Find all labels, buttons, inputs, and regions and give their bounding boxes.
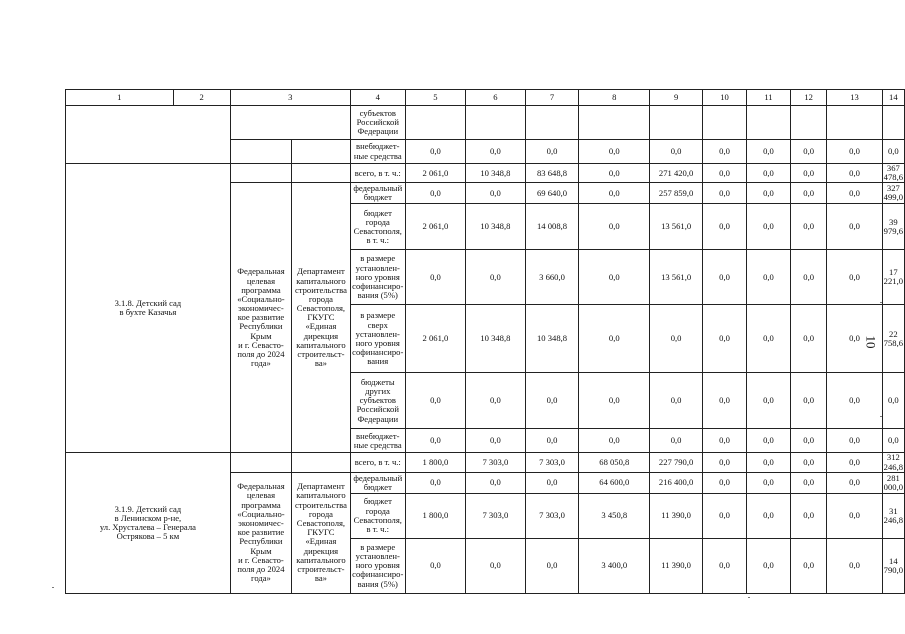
header-cell: 11	[747, 90, 791, 106]
value-cell: 0,0	[827, 250, 882, 305]
value-cell: 7 303,0	[466, 493, 525, 538]
value-cell: 0,0	[579, 183, 650, 204]
value-cell: 0,0	[466, 140, 525, 164]
value-cell: 281 000,0	[883, 472, 904, 492]
value-cell	[882, 106, 904, 140]
value-cell: 14 008,8	[525, 204, 579, 250]
value-cell: 0,0	[703, 472, 747, 493]
value-cell: 0,0	[827, 183, 882, 204]
value-cell: 0,0	[703, 140, 747, 164]
value-cell: 0,0	[747, 373, 791, 429]
value-cell: 68 050,8	[579, 453, 650, 472]
value-cell	[525, 106, 579, 140]
value-cell: 0,0	[790, 429, 826, 453]
value-cell: 0,0	[747, 164, 791, 183]
value-cell	[405, 106, 465, 140]
responsible-cell	[292, 453, 351, 472]
value-cell: 0,0	[466, 538, 525, 593]
value-cell: 14 790,0	[882, 538, 904, 593]
value-cell: 0,0	[827, 305, 882, 373]
value-cell: 0,0	[790, 453, 826, 472]
value-cell: 0,0	[466, 472, 525, 493]
source-cell: в размере установлен- ного уровня софинансиро- вания (5%)	[350, 250, 405, 305]
source-cell: всего, в т. ч.:	[350, 453, 405, 472]
header-cell: 3	[230, 90, 350, 106]
source-cell: бюджет города Севастополя, в т. ч.:	[350, 493, 405, 538]
value-cell: 0,0	[579, 250, 650, 305]
value-cell: 0,0	[747, 250, 791, 305]
responsible-cell: Департамент капитального строительства города Севастополя, ГКУГС «Единая дирекция капитального строительст- ва»	[292, 183, 351, 453]
value-cell: 0,0	[405, 183, 465, 204]
table-row	[66, 453, 905, 472]
value-cell: 0,0	[703, 538, 747, 593]
responsible-cell	[292, 164, 351, 183]
value-cell: 0,0	[703, 204, 747, 250]
value-cell: 0,0	[703, 250, 747, 305]
header-cell: 7	[525, 90, 579, 106]
financing-table	[65, 89, 905, 594]
source-cell: в размере сверх установлен- ного уровня софинансиро- вания	[350, 305, 405, 373]
header-cell: 10	[703, 90, 747, 106]
header-cell: 4	[350, 90, 405, 106]
value-cell: 64 600,0	[579, 472, 650, 493]
header-row	[66, 90, 905, 106]
value-cell: 0,0	[827, 373, 882, 429]
value-cell	[579, 106, 650, 140]
value-cell: 0,0	[650, 305, 703, 373]
value-cell	[703, 106, 747, 140]
value-cell: 0,0	[405, 538, 465, 593]
value-cell: 11 390,0	[650, 493, 703, 538]
value-cell: 0,0	[827, 164, 882, 183]
value-cell: 0,0	[790, 373, 826, 429]
header-cell: 9	[650, 90, 703, 106]
program-cell	[230, 140, 291, 164]
value-cell: 83 648,8	[525, 164, 579, 183]
value-cell: 0,0	[579, 140, 650, 164]
value-cell: 0,0	[747, 538, 791, 593]
value-cell: 13 561,0	[650, 250, 703, 305]
value-cell	[747, 106, 791, 140]
value-cell: 0,0	[882, 140, 904, 164]
source-cell: бюджет города Севастополя, в т. ч.:	[350, 204, 405, 250]
header-cell: 2	[173, 90, 230, 106]
program-cell	[230, 164, 291, 183]
source-cell: федеральный бюджет	[350, 183, 405, 204]
value-cell: 0,0	[525, 140, 579, 164]
source-cell: внебюджет- ные средства	[350, 429, 405, 453]
source-cell: в размере установлен- ного уровня софинансиро- вания (5%)	[350, 538, 405, 593]
value-cell: 0,0	[525, 373, 579, 429]
responsible-cell: Департамент капитального строительства города Севастополя, ГКУГС «Единая дирекция капитального строительст- ва»	[292, 472, 351, 593]
value-cell: 10 348,8	[466, 204, 525, 250]
value-cell: 0,0	[405, 140, 465, 164]
table-row	[66, 164, 905, 183]
value-cell: 0,0	[405, 472, 465, 493]
value-cell: 1 800,0	[405, 453, 465, 472]
value-cell: 0,0	[747, 183, 791, 204]
value-cell: 0,0	[525, 429, 579, 453]
value-cell: 0,0	[882, 373, 904, 429]
value-cell: 0,0	[827, 493, 882, 538]
source-cell: субъектов Российской Федерации	[350, 106, 405, 140]
value-cell: 0,0	[579, 305, 650, 373]
value-cell	[827, 106, 882, 140]
value-cell: 0,0	[747, 453, 791, 472]
value-cell: 0,0	[790, 250, 826, 305]
value-cell: 2 061,0	[405, 164, 465, 183]
value-cell: 0,0	[790, 493, 826, 538]
value-cell: 0,0	[703, 453, 747, 472]
value-cell: 367 478,6	[883, 163, 904, 183]
value-cell: 0,0	[703, 183, 747, 204]
value-cell: 0,0	[827, 429, 882, 453]
value-cell: 17 221,0	[882, 250, 904, 305]
value-cell: 0,0	[790, 164, 826, 183]
value-cell: 3 660,0	[525, 250, 579, 305]
value-cell: 0,0	[703, 373, 747, 429]
value-cell: 0,0	[703, 429, 747, 453]
value-cell: 0,0	[790, 305, 826, 373]
value-cell: 10 348,8	[466, 164, 525, 183]
value-cell: 0,0	[466, 373, 525, 429]
program-cell	[230, 453, 291, 472]
source-cell: бюджеты других субъектов Российской Федерации	[350, 373, 405, 429]
value-cell: 0,0	[882, 429, 904, 453]
header-cell: 6	[466, 90, 525, 106]
value-cell: 257 859,0	[650, 183, 703, 204]
value-cell: 0,0	[827, 204, 882, 250]
responsible-cell	[292, 140, 351, 164]
value-cell: 0,0	[466, 250, 525, 305]
value-cell: 7 303,0	[525, 453, 579, 472]
value-cell: 227 790,0	[650, 453, 703, 472]
value-cell: 0,0	[747, 493, 791, 538]
value-cell: 69 640,0	[525, 183, 579, 204]
value-cell: 0,0	[790, 183, 826, 204]
header-cell: 12	[790, 90, 826, 106]
value-cell: 271 420,0	[650, 164, 703, 183]
value-cell: 3 450,8	[579, 493, 650, 538]
value-cell: 10 348,8	[466, 305, 525, 373]
value-cell: 2 061,0	[405, 305, 465, 373]
value-cell: 0,0	[747, 429, 791, 453]
value-cell	[790, 106, 826, 140]
object-cell: 3.1.8. Детский сад в бухте Казачья	[66, 164, 231, 453]
value-cell: 0,0	[790, 472, 826, 493]
value-cell: 0,0	[650, 373, 703, 429]
value-cell: 0,0	[747, 472, 791, 493]
value-cell: 11 390,0	[650, 538, 703, 593]
value-cell: 0,0	[650, 429, 703, 453]
value-cell: 3 400,0	[579, 538, 650, 593]
value-cell: 0,0	[579, 373, 650, 429]
value-cell: 0,0	[579, 164, 650, 183]
value-cell: 7 303,0	[525, 493, 579, 538]
header-cell: 14	[882, 90, 904, 106]
value-cell: 0,0	[703, 305, 747, 373]
value-cell: 0,0	[405, 250, 465, 305]
value-cell: 0,0	[405, 429, 465, 453]
value-cell: 13 561,0	[650, 204, 703, 250]
value-cell: 7 303,0	[466, 453, 525, 472]
source-cell: внебюджет- ные средства	[350, 140, 405, 164]
value-cell: 0,0	[827, 538, 882, 593]
value-cell: 0,0	[579, 429, 650, 453]
value-cell: 327 499,0	[883, 183, 904, 203]
program-cell: Федеральная целевая программа «Социально- экономичес- кое развитие Республики Крым и г. Севасто- поля до 2024 года»	[230, 183, 291, 453]
value-cell: 0,0	[466, 183, 525, 204]
value-cell: 0,0	[747, 204, 791, 250]
page-number: 10	[863, 335, 879, 349]
value-cell: 39 979,6	[882, 204, 904, 250]
value-cell: 0,0	[790, 140, 826, 164]
value-cell: 0,0	[579, 204, 650, 250]
value-cell	[466, 106, 525, 140]
value-cell: 31 246,8	[882, 493, 904, 538]
value-cell: 0,0	[405, 373, 465, 429]
header-cell: 13	[827, 90, 882, 106]
object-cell: 3.1.9. Детский сад в Ленинском р-не, ул. Хрусталева – Генерала Острякова – 5 км	[66, 453, 231, 593]
value-cell: 0,0	[525, 472, 579, 493]
value-cell: 0,0	[466, 429, 525, 453]
value-cell: 216 400,0	[650, 472, 703, 493]
value-cell: 312 246,8	[883, 452, 904, 472]
value-cell: 0,0	[790, 538, 826, 593]
value-cell: 1 800,0	[405, 493, 465, 538]
value-cell: 0,0	[827, 472, 882, 493]
value-cell: 0,0	[650, 140, 703, 164]
value-cell: 0,0	[747, 140, 791, 164]
source-cell: всего, в т. ч.:	[350, 164, 405, 183]
value-cell: 0,0	[790, 204, 826, 250]
value-cell: 0,0	[827, 453, 882, 472]
value-cell: 0,0	[525, 538, 579, 593]
value-cell: 0,0	[703, 164, 747, 183]
object-cell	[66, 106, 231, 164]
value-cell: 0,0	[703, 493, 747, 538]
value-cell	[650, 106, 703, 140]
source-cell: федеральный бюджет	[350, 472, 405, 493]
value-cell: 2 061,0	[405, 204, 465, 250]
value-cell: 10 348,8	[525, 305, 579, 373]
header-cell: 5	[405, 90, 465, 106]
table-row	[66, 106, 905, 140]
value-cell: 22 758,6	[882, 305, 904, 373]
value-cell: 0,0	[747, 305, 791, 373]
header-cell: 8	[579, 90, 650, 106]
program-cell: Федеральная целевая программа «Социально- экономичес- кое развитие Республики Крым и г. Севасто- поля до 2024 года»	[230, 472, 291, 593]
header-cell: 1	[66, 90, 174, 106]
program-cell	[230, 106, 350, 140]
value-cell: 0,0	[827, 140, 882, 164]
